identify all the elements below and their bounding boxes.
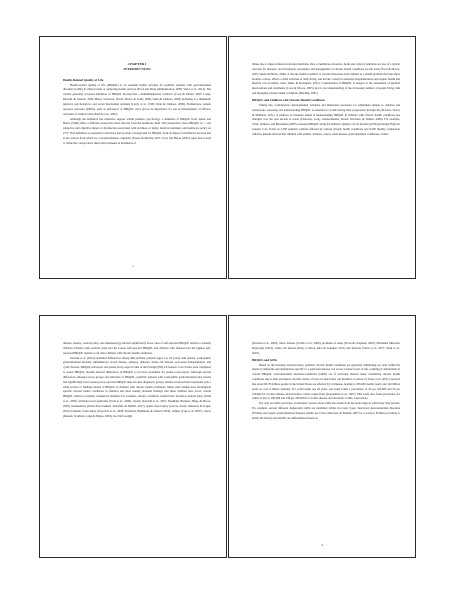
paragraph: disease, obesity, cerebral palsy, and rheumatology showed significantly lower rates of self-reported HRQOL relative to healthy children. Patients with cerebral palsy had the lowest self-reported HRQOL and children with diabetes had the highest self-reported HRQOL relative to all other children with chronic health conditions. xyxy=(63,341,211,355)
section-heading: Health-Related Quality of Life xyxy=(63,77,104,82)
section-heading: HRQOL and Children with Chronic Health Conditions xyxy=(252,97,325,102)
document-page-4 xyxy=(228,315,416,558)
paragraph: Health-related quality of life (HRQOL) is an essential health outcome for pediatric patients with gastrointestinal disorders (GIDs) in clinical trials or analyzing health services (Food and Drug Administration, 2009; Varni et al., 2014). The current generally accepted definition of HRQOL incorporates a multidimensional construct (Coon & Moore, 2005; Lasky, Revicki, & Ganesh, 1999; Mirza, Svensson, Nicoll, Shortt, & Leidy, 2006; Varni & Limbers, 2009) including at a minimum: physical, psychological, and social functioning domains (Leidy et al., 1999; Varni & Limbers, 2009). Furthermore, patient reported outcomes (PROs), such as self-report of HRQOL, have grown in importance for use in measurement of efficacy outcomes of clinical trials (Patrick et al., 2007). xyxy=(63,82,211,116)
paragraph: (Rockers et al., 2009), celiac disease (Coutifo et al., 2006), problems of sleep (Sirois & Chapman, 2005), Duchenne Muscular Dystrophy (2014), sickle cell disease (Daly, Coulson, Rice & Lentigen, 2011) and diabetes (Varni et al., 2017; Varni et al., 2018). xyxy=(252,341,400,355)
paragraph: Based on the literature reviewed here, pediatric chronic health conditions are generally debilitating not only within the physical symptoms and dysfunction specific to a particular disease, but across various facets in life, resulting in impairment in overall HRQOL. Gastrointestinal disorders/conditions (GIDS) are of particular interest when considering chronic health conditions due to their prevalence and the variety of ways in which they can manifest. A review by Peery et al. (2011) reported that about 60-70 million people in the United States are affected by GI disease, leading to 236,000 deaths yearly and 142 billion spent on cost of illness annually. For youth under age 20 years, one study found a prevalence of 43 per 100,000 and 33 per 100,000 for Crohn's disease and ulcerative colitis, respectively (Kappelman et al., 2007). This study also found prevalence for adults of 201 to 100,000 and 238 per 100,000 for Crohn's disease and ulcerative colitis, respectively. xyxy=(252,362,400,401)
document-page-1 xyxy=(39,36,227,279)
document-page-2 xyxy=(228,36,416,279)
section-heading: HRQOL and GIDs xyxy=(252,357,277,362)
chapter-title: INTRODUCTION xyxy=(123,66,151,71)
paragraph: Not only are GIDs pervasive, an elevated concern about GIDs also stems from the wide range in which they may present. For example, several different diagnosable GIDs are identified within two basic types: functional gastrointestinal disorders (FGIDs) and organic gastrointestinal diseases (OGD; see Crans, Mazzone, & Baldini, 2007 for a review). FGIDs (according to Rome III criteria) and OGIDs are differentiated based on xyxy=(252,401,400,420)
paragraph: illness due to improvements in modern medicine. Due to healthcare advances, death and critical conditions are less of a typical outcome for diseases, and fortunately, prevalence and management of chronic health conditions are the norm (Food & Moore, 2005; Spieth & Harris, 1996). A chronic health condition or chronic illness has been defined as a health problem that lasts three months or more, affects a child activities of daily living, and invoke a need for extensive hospitalizations and regular health and medical care (Compas, Jaser, Dunn, & Rodriguez, 2012). Consideration of HRQOL is integral to the assessment of medical interventions and treatments (Coon & Moore, 2005) and to our understanding of the increasing number of people living with and managing chronic health conditions (Harding, 2001). xyxy=(252,62,400,96)
document-page-3 xyxy=(39,315,227,558)
chapter-label: CHAPTER I xyxy=(127,62,147,66)
page-number: 1 xyxy=(132,264,134,268)
paragraph: Sawicki et al. (2014) examined differences among 996 pediatric patients (ages 2 to 18 years) with obesity, eosinophilic gastrointestinal disorder, inflammatory bowel disease, epilepsy, diabetes, sickle cell disease, post-renal transplantation, and cystic fibrosis. HRQOL self-report and parent proxy-report forms of the PedsQL(TM) 4.0 Generic Core Scales were completed to assess HRQOL. Results showed differences in HRQOL to be more prominent for parent proxy-report. Although several differences emerged across groups and subscales of HRQOL, pediatric patients with eosinophilic gastrointestinal and obesity had significantly lower parent proxy-reported HRQOL than all other diagnostic groups. Studies reviewed here represents only a small portion of findings related to HRQOL in children with chronic health conditions. Many other studies have investigated specific chronic health conditions in children and most usually included findings that these children have lower overall HRQOL relative to healthy comparison children. For example, chronic conditions studied have included cerebral palsy (Varni et al., 2005), irritable bowel syndrome (Varni et al., 2006), obesity (Sawicki et al., 2010; Needham, Buckner, Haug, & Moore, 2005), thalassemias (Wolar-Fox-Sonkarit, Ziebrfuß, & Dallich, 2017), spinal chord injury (Garcia, Korfe, Ozkurick & Torgel, 2019) traumatic brain injury (Popovich et al., 2006; Frederick, Blahnique & Ormerd 2019), asthma (Cruz et al. 2007), cancer (Russell, Stohlrein, Lang & Phipps, 2009), low birth weight xyxy=(63,355,211,418)
paragraph: Although the definition has extensive support within pediatric psychology, a definition of HRQOL from Spieth and Harris (1996) offers a different perspective more directly from the healthcare field. This perspective views HRQOL as "…the subjective and objective impact of dysfunction associated with an illness or injury, medical treatment, and healthcare policy on (77)" This definition is presented to introduce and provide a background for HRQOL from its impact in healthcare because this is the context from which we conceptualization originates (Fayers & Machin, 2011; Gray and Hayes (2001) argue that it need to refine the concept since there improvements in treatments of xyxy=(63,116,211,145)
paragraph: Taking into consideration developmental variables and milestones necessary for adjustment unique to children and adolescents, assessing and understanding HRQOL is essential for youth having their progression through life (Ravens, Wood, & Mullinax, 2011). A plethora of literature aimed at understanding HRQOL in children with chronic health conditions has emerged over the past decade as noted (Patterson, Long, Gurnsodisenbe, Droter, Kirchner, & Walker, 2006). For example, Varni, Limbers, and Burwinkle (2007b) assessed HRQOL using the Pediatric Quality of Life Inventory(TM) (PedsQL(TM)) 4.0 Generic Core Scales in 2,500 pediatric patients affected by various chronic health conditions and 9,500 healthy comparison children. Results showed that children with asthma, diabetes, cancer, renal disease, gastrointestinal conditions, cardiac xyxy=(252,102,400,136)
page-number: 4 xyxy=(321,543,323,547)
